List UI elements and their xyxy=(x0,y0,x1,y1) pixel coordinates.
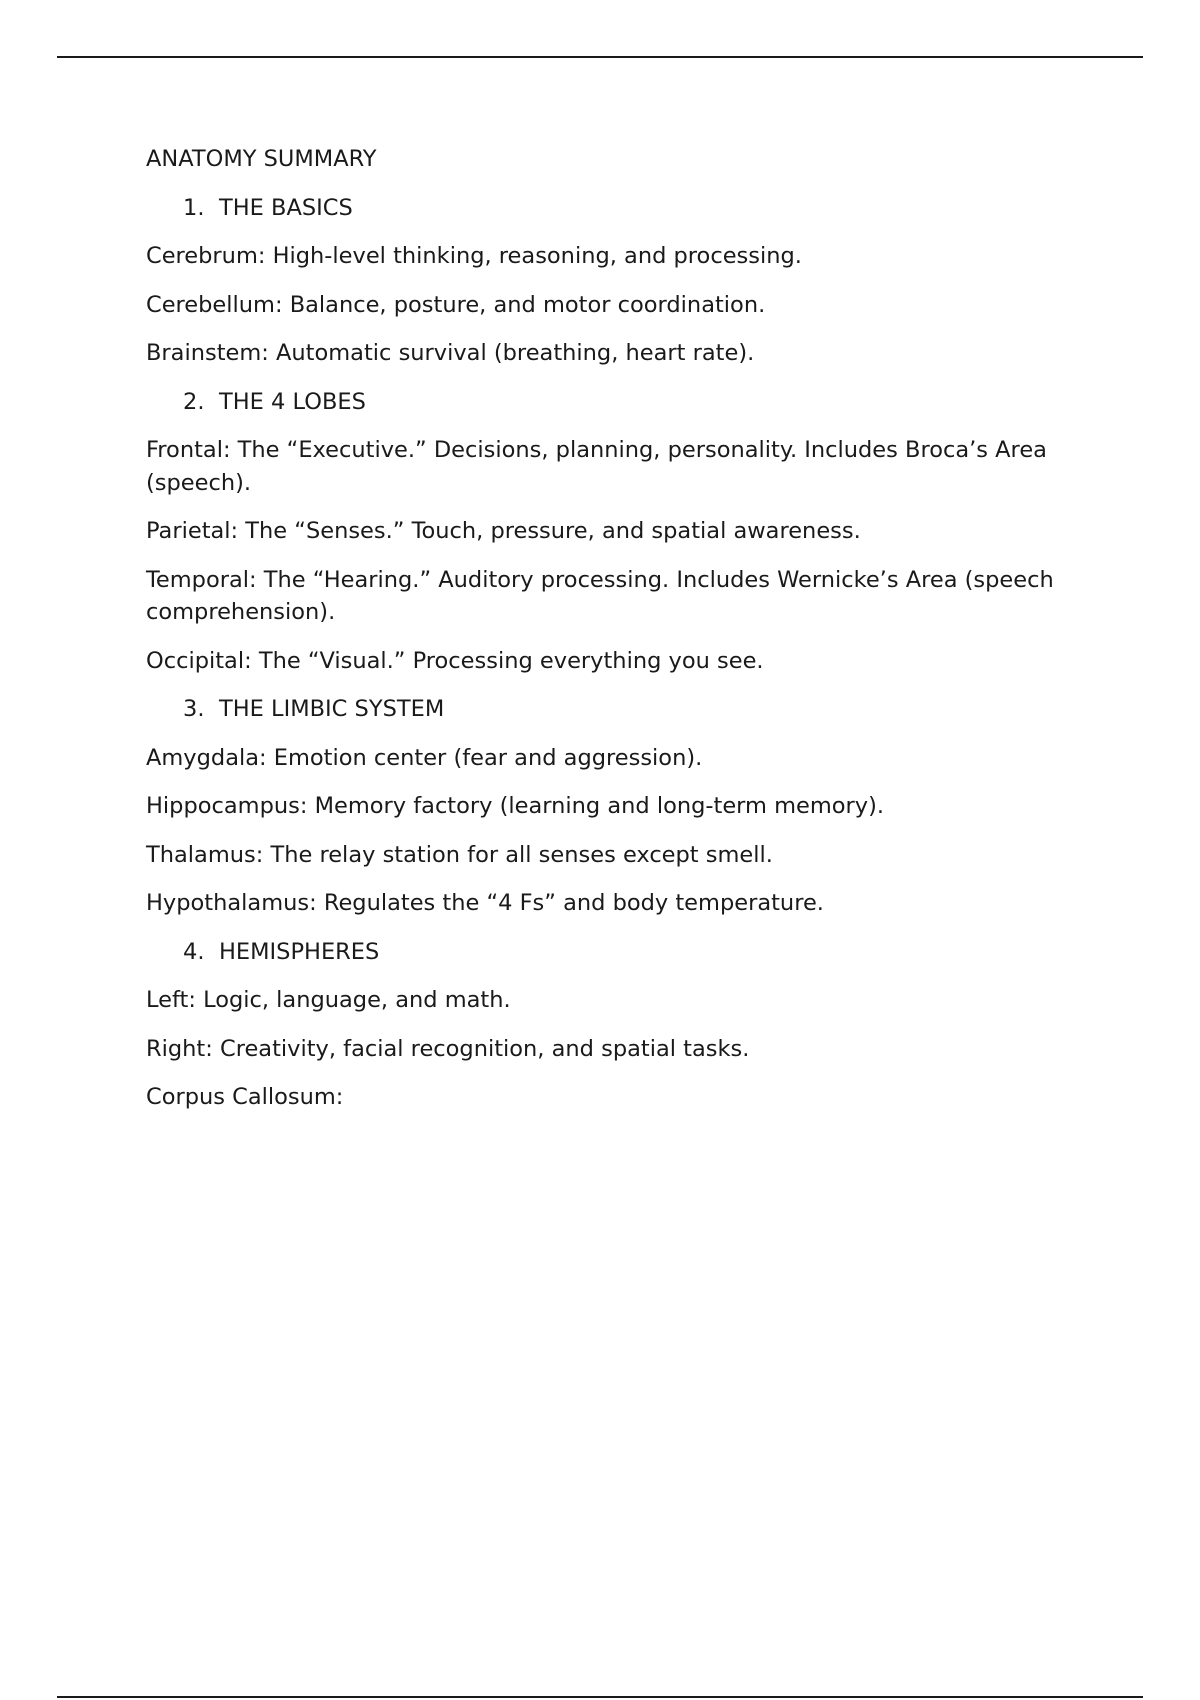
paragraph-cerebrum: Cerebrum: High-level thinking, reasoning, and processing. xyxy=(146,243,802,269)
section-heading-text: THE 4 LOBES xyxy=(219,388,366,415)
page-top-rule xyxy=(57,56,1143,58)
document-body[interactable] xyxy=(146,143,1066,1130)
paragraph-corpus-callosum: Corpus Callosum: xyxy=(146,1084,344,1110)
paragraph-amygdala: Amygdala: Emotion center (fear and aggression). xyxy=(146,744,703,771)
page-bottom-rule xyxy=(57,1696,1143,1698)
section-number: 2. xyxy=(183,388,205,415)
section-number: 4. xyxy=(183,938,205,965)
paragraph-left: Left: Logic, language, and math. xyxy=(146,987,511,1013)
paragraph-cerebellum: Cerebellum: Balance, posture, and motor coordination. xyxy=(146,291,766,318)
section-heading-hemispheres xyxy=(183,936,1066,969)
section-heading-text: THE BASICS xyxy=(219,194,353,221)
section-heading-text: THE LIMBIC SYSTEM xyxy=(219,696,445,722)
paragraph-hippocampus: Hippocampus: Memory factory (learning and long-term memory). xyxy=(146,793,885,819)
paragraph-temporal: Temporal: The “Hearing.” Auditory processing. Includes Wernicke’s Area (speech comprehension). xyxy=(146,566,1054,625)
document-title: ANATOMY SUMMARY xyxy=(146,146,377,172)
paragraph-occipital: Occipital: The “Visual.” Processing everything you see. xyxy=(146,647,764,674)
paragraph-brainstem: Brainstem: Automatic survival (breathing, heart rate). xyxy=(146,340,755,366)
section-number: 1. xyxy=(183,194,205,221)
section-number: 3. xyxy=(183,696,205,722)
section-heading-limbic xyxy=(183,693,1066,726)
section-heading-lobes xyxy=(183,386,1066,419)
section-heading-basics xyxy=(183,192,1066,225)
paragraph-parietal: Parietal: The “Senses.” Touch, pressure, and spatial awareness. xyxy=(146,518,861,544)
paragraph-right: Right: Creativity, facial recognition, and spatial tasks. xyxy=(146,1035,750,1062)
paragraph-thalamus: Thalamus: The relay station for all senses except smell. xyxy=(146,841,773,868)
section-heading-text: HEMISPHERES xyxy=(219,938,380,965)
paragraph-frontal: Frontal: The “Executive.” Decisions, planning, personality. Includes Broca’s Area (speech). xyxy=(146,437,1047,496)
paragraph-hypothalamus: Hypothalamus: Regulates the “4 Fs” and body temperature. xyxy=(146,890,824,916)
